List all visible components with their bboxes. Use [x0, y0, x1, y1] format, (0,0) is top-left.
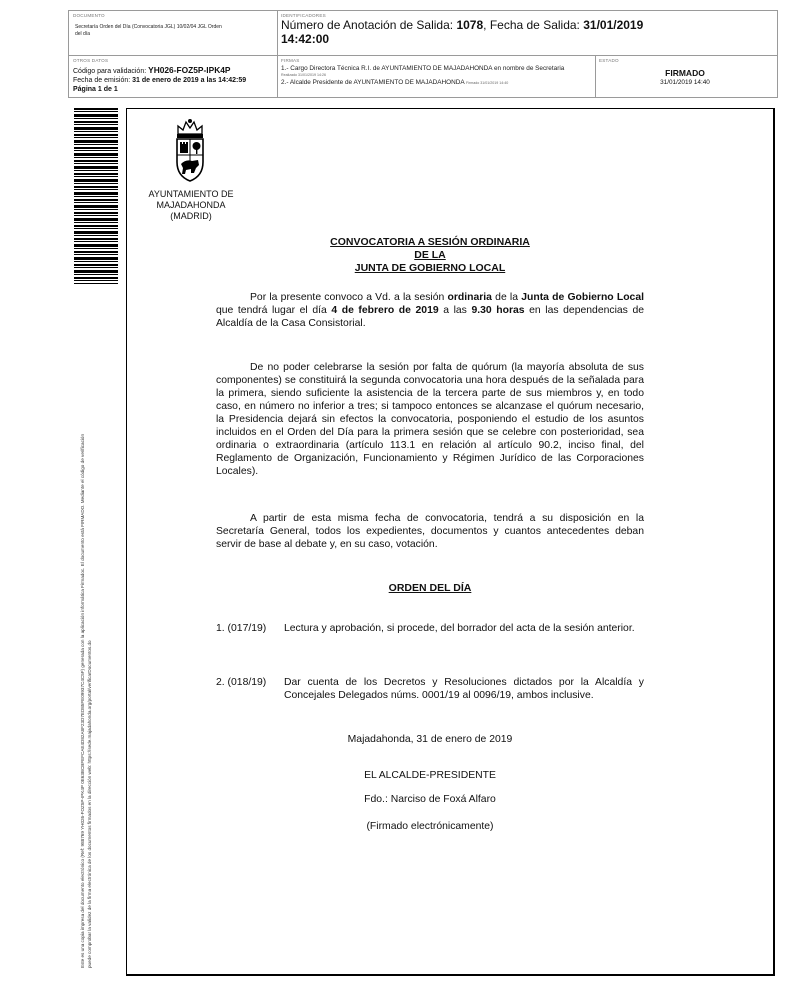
signature-2: 2.- Alcalde Presidente de AYUNTAMIENTO DE MAJADAHONDA [281, 79, 465, 86]
firmas-cell [281, 58, 597, 98]
fecha-salida-date: 31/01/2019 [583, 18, 644, 32]
barcode [74, 108, 118, 284]
documento-caption: DOCUMENTO [73, 13, 105, 18]
text-run: Por la presente convoco a Vd. a la sesión [250, 292, 448, 303]
agenda-item-number: 1. (017/19) [216, 623, 267, 634]
quorum-paragraph: De no poder celebrarse la sesión por falta de quórum (la mayoría absoluta de sus componentes) se constituirá la segunda convocatoria una hora después de la señalada para la primera, siendo suficiente la asistencia de la tercera parte de sus miembros y, en todo caso, en número no inferior a tres; si tampoco entonces se alcanzase el quórum necesario, la Presidencia dejará sin efectos la convocatoria, posponiendo el estudio de los asuntos incluidos en el Orden del Día para la primera sesión que se celebre con posterioridad, sea ordinaria o extraordinaria (artículo 113.1 en relación al artículo 90.2, inciso final, del Reglamento de Organización, Funcionamiento y Régimen Jurídico de las Corporaciones Locales). [216, 362, 644, 477]
header-divider [69, 55, 777, 56]
title-line: CONVOCATORIA A SESIÓN ORDINARIA [330, 236, 530, 248]
signer-name: Fdo.: Narciso de Foxá Alfaro [364, 794, 496, 805]
municipality-letterhead [136, 189, 246, 222]
text-run: en las dependencias de Alcaldía de la Casa Consistorial. [216, 305, 644, 329]
otros-datos-caption: OTROS DATOS [73, 58, 109, 63]
signature-1-date: Realizado 31/01/2019 14:26 [281, 73, 326, 77]
title-line: DE LA [414, 249, 446, 261]
otros-datos-cell [73, 58, 277, 98]
status-datetime: 31/01/2019 14:40 [660, 79, 710, 86]
session-type: ordinaria [447, 292, 492, 303]
text-run: a las [438, 305, 472, 316]
codigo-label: Código para validación: [73, 68, 149, 75]
text-run: de la [491, 292, 522, 303]
estado-caption: ESTADO [599, 58, 619, 63]
body-name: Junta de Gobierno Local [521, 292, 644, 303]
session-date: 4 de febrero de 2019 [331, 305, 439, 316]
document-title [216, 236, 644, 275]
fecha-salida-label: , Fecha de Salida: [483, 18, 584, 32]
letterhead-line: MAJADAHONDA [156, 200, 226, 210]
agenda-item-text: Lectura y aprobación, si procede, del borrador del acta de la sesión anterior. [284, 623, 635, 634]
agenda-item [216, 622, 644, 650]
electronic-signature-note: (Firmado electrónicamente) [366, 821, 494, 832]
orden-del-dia-title: ORDEN DEL DÍA [388, 582, 472, 594]
documento-value: Secretaría Orden del Día (Convocatoria JGL) 10/02/04 JGL Orden [75, 24, 222, 30]
text-run: que tendrá lugar el día [216, 305, 332, 316]
coat-of-arms-icon [172, 118, 208, 184]
signature-2-date: Firmado 31/01/2019 14:40 [466, 81, 509, 85]
signer-role: EL ALCALDE-PRESIDENTE [364, 770, 496, 781]
status-badge: FIRMADO [665, 68, 705, 78]
fecha-salida-time: 14:42:00 [281, 32, 330, 46]
document-header [68, 10, 778, 98]
convocation-paragraph [216, 291, 644, 330]
anotacion-label: Número de Anotación de Salida: [281, 18, 457, 32]
fecha-emision-label: Fecha de emisión: [73, 77, 133, 84]
letterhead-line: AYUNTAMIENTO DE [148, 189, 234, 199]
verification-margin-text [79, 288, 93, 968]
agenda-item-text: Dar cuenta de los Decretos y Resoluciones dictados por la Alcaldía y Concejales Delegados núms. 0001/19 al 0096/19, ambos inclusive. [284, 677, 644, 701]
title-line: JUNTA DE GOBIERNO LOCAL [354, 262, 506, 274]
fecha-emision-value: 31 de enero de 2019 a las 14:42:59 [132, 77, 247, 84]
codigo-validacion: YH026-FOZ5P-IPK4P [148, 65, 231, 75]
agenda-item-number: 2. (018/19) [216, 677, 267, 688]
signature-1: 1.- Cargo Directora Técnica R.I. de AYUNTAMIENTO DE MAJADAHONDA en nombre de Secretaria [281, 65, 565, 72]
agenda-item [216, 676, 644, 704]
documents-paragraph: A partir de esta misma fecha de convocatoria, tendrá a su disposición en la Secretaría General, todos los expedientes, documentos y cuantos antecedentes deban servir de base al debate y, en su caso, votación. [216, 513, 644, 550]
anotacion-number: 1078 [456, 18, 484, 32]
firmas-caption: FIRMAS [281, 58, 300, 63]
identificadores-caption: IDENTIFICADORES [281, 13, 326, 18]
margin-line-2: puede comprobar la validez de la firma electrónica de los documentos firmados en la dirección web: https://sede.majadahonda.org/portal/verificarDocumentos.do [87, 640, 92, 968]
documento-cell [73, 13, 277, 53]
documento-value-cont: del día [75, 30, 91, 37]
letterhead-line: (MADRID) [170, 211, 212, 221]
place-and-date: Majadahonda, 31 de enero de 2019 [347, 734, 513, 745]
header-divider [277, 11, 278, 97]
margin-line-1: Este es una copia impresa del documento electrónico (Ref: 988769 YH026-FOZ5P-IPK4P 0E63BCBFEFCAE4D82A8F23D7ED85FE09937C4C5F) generada con la aplicación informática Firmadoc. El documento está FIRMADO. Mediante el código de verificación [80, 434, 85, 968]
session-time: 9.30 horas [471, 305, 525, 316]
estado-cell [595, 58, 775, 98]
page-count: Página 1 de 1 [73, 86, 118, 93]
identificadores-cell [281, 13, 775, 53]
